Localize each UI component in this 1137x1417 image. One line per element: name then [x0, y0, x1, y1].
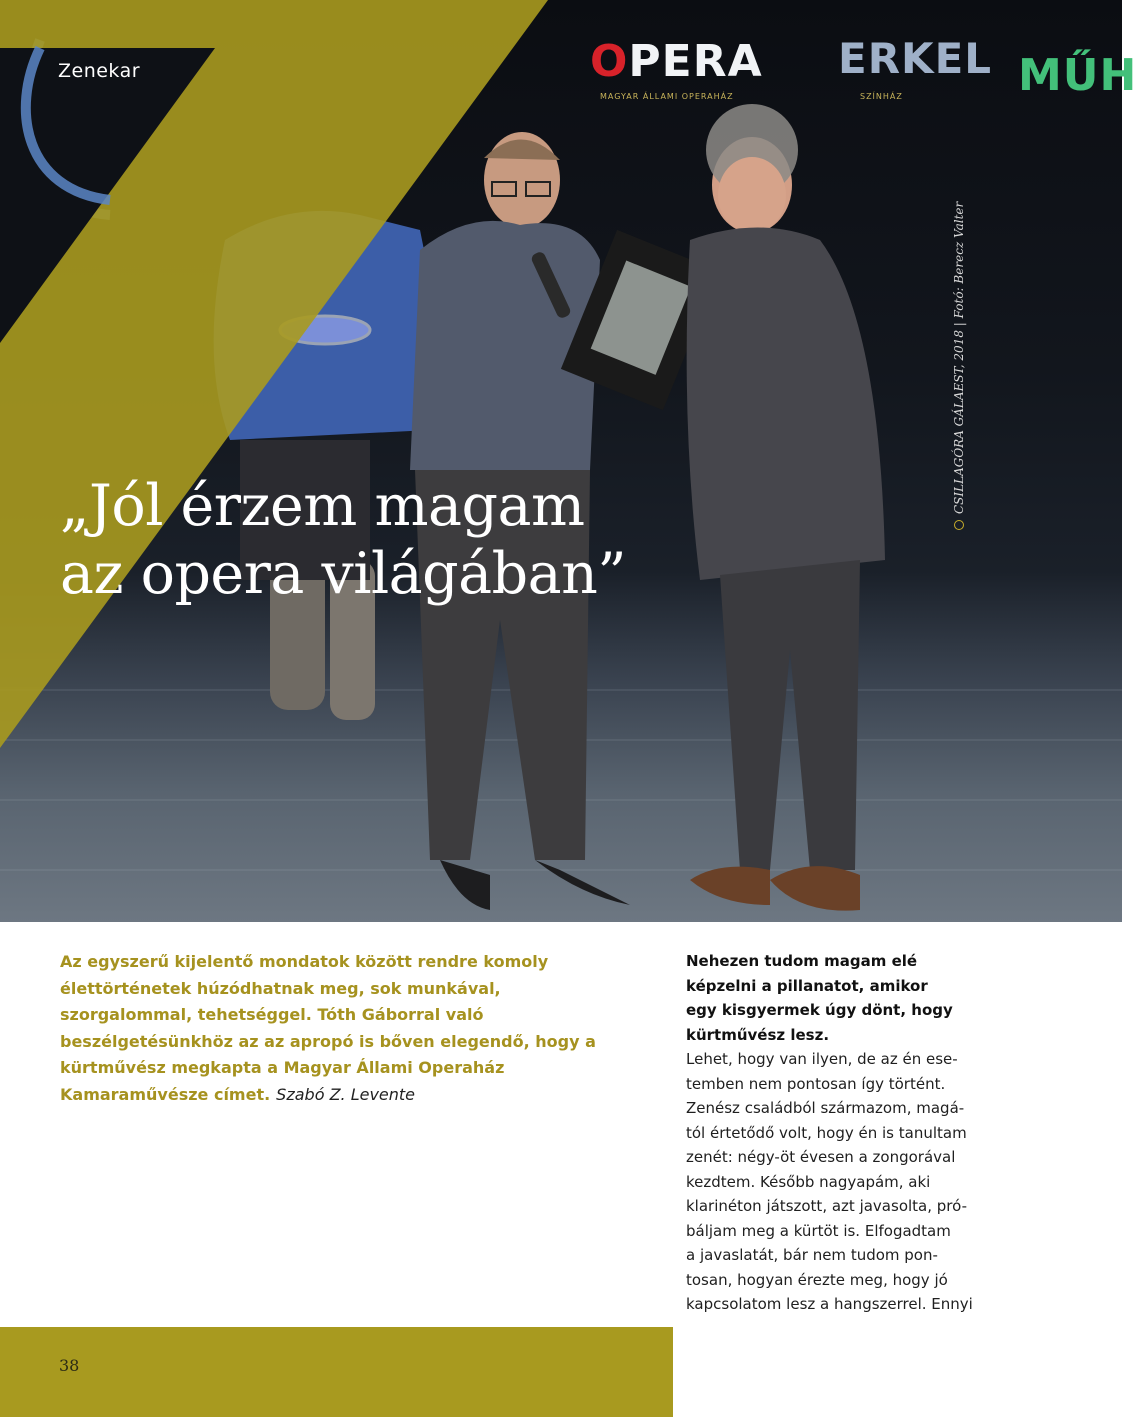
headline-line-2: az opera világában”	[60, 541, 626, 607]
lead-paragraph	[60, 949, 620, 1108]
question-line: képzelni a pillanatot, amikor	[686, 976, 928, 995]
headline	[60, 472, 760, 608]
answer-line: kapcsolatom lesz a hangszerrel. Ennyi	[686, 1295, 973, 1313]
question-line: egy kisgyermek úgy dönt, hogy	[686, 1001, 953, 1019]
author-byline: Szabó Z. Levente	[276, 1084, 416, 1104]
interview-answer	[686, 1047, 986, 1317]
question-line: Nehezen tudom magam elé	[686, 952, 918, 970]
answer-line: báljam meg a kürtöt is. Elfogadtam	[686, 1221, 951, 1240]
erkel-logo-subtitle: SZÍNHÁZ	[860, 92, 903, 101]
answer-line: tosan, hogyan érezte meg, hogy jó	[686, 1270, 948, 1289]
opera-logo: OPERA	[590, 36, 763, 87]
answer-line: kezdtem. Később nagyapám, aki	[686, 1172, 931, 1191]
headline-line-1: „Jól érzem magam	[60, 473, 585, 539]
answer-line: a javaslatát, bár nem tudom pon-	[686, 1246, 938, 1264]
opera-logo-subtitle: MAGYAR ÁLLAMI OPERAHÁZ	[600, 92, 734, 101]
question-line: kürtművész lesz.	[686, 1025, 830, 1044]
page-number: 38	[59, 1356, 80, 1375]
interview-column	[686, 949, 986, 1317]
interview-question	[686, 949, 986, 1047]
answer-line: temben nem pontosan így történt.	[686, 1074, 946, 1093]
band-cutout	[0, 0, 560, 760]
muhely-logo: MŰH	[1018, 50, 1137, 101]
answer-line: Zenész családból származom, magá-	[686, 1099, 965, 1117]
lead-text: Az egyszerű kijelentő mondatok között rendre komoly élettörténetek húzódhatnak meg, sok munkával, szorgalommal, tehetséggel. Tóth Gáborral való beszélgetésünkhöz az az apropó is bőven elegendő, hogy a kürtművész megkapta a Magyar Állami Operaház Kamaraművésze címet.	[60, 952, 596, 1104]
section-label: Zenekar	[58, 60, 141, 82]
photo-credit: CSILLAGÓRA GÁLAEST, 2018 | Fotó: Berecz Valter	[952, 190, 972, 530]
answer-line: tól értetődő volt, hogy én is tanultam	[686, 1123, 967, 1142]
erkel-logo: ERKEL	[838, 34, 993, 83]
footer-bar	[0, 1327, 673, 1417]
answer-line: zenét: négy-öt évesen a zongorával	[686, 1148, 956, 1166]
answer-line: klarinéton játszott, azt javasolta, pró-	[686, 1197, 967, 1215]
answer-line: Lehet, hogy van ilyen, de az én ese-	[686, 1050, 958, 1068]
